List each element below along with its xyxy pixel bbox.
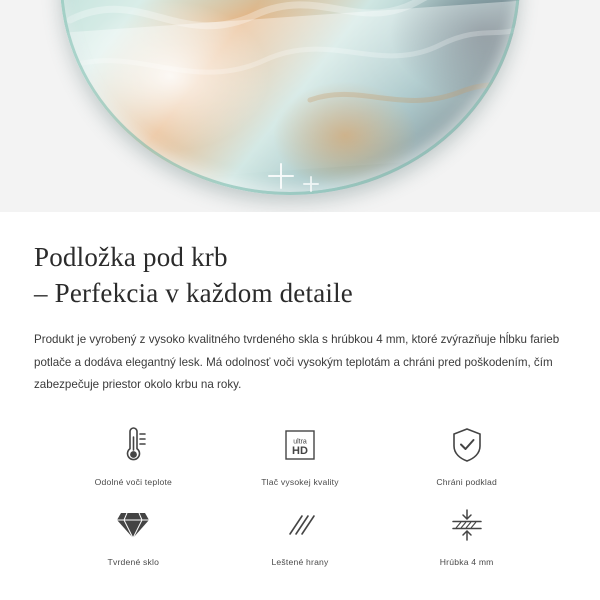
svg-text:ultra: ultra	[293, 438, 307, 446]
thermometer-icon	[116, 423, 150, 467]
diamond-icon	[113, 503, 153, 547]
content-area	[0, 240, 600, 567]
feature-item-surface-protection	[383, 423, 550, 487]
polished-edges-icon	[280, 503, 320, 547]
feature-label: Leštené hrany	[271, 557, 329, 568]
marble-vein-pattern	[60, 0, 520, 195]
shield-check-icon	[450, 423, 484, 467]
feature-item-print-quality	[217, 423, 384, 487]
feature-label: Tvrdené sklo	[107, 557, 160, 568]
page-title-line-1: Podložka pod krb	[34, 242, 228, 272]
feature-item-polished-edges	[217, 503, 384, 567]
thickness-icon	[447, 503, 487, 547]
feature-item-thickness	[383, 503, 550, 567]
page-title	[34, 240, 566, 311]
feature-label: Hrúbka 4 mm	[439, 557, 494, 568]
feature-item-heat-resistance	[50, 423, 217, 487]
feature-label: Odolné voči teplote	[94, 477, 173, 488]
feature-grid	[34, 423, 566, 567]
feature-label: Chráni podklad	[436, 477, 497, 488]
ultra-hd-icon	[280, 423, 320, 467]
svg-text:HD: HD	[292, 445, 308, 458]
glass-disc-product-photo	[60, 0, 520, 195]
page-title-line-2: – Perfekcia v každom detaile	[34, 277, 353, 308]
feature-item-tempered-glass	[50, 503, 217, 567]
product-description-text: Produkt je vyrobený z vysoko kvalitného tvrdeného skla s hrúbkou 4 mm, ktoré zvýrazňuje hĺbku farieb potlače a dodáva elegantný lesk. Má odolnosť voči vysokým teplotám a chráni pred poškodením, čím zabezpečuje priestor okolo krbu na roky.	[34, 333, 560, 392]
hero-image	[0, 0, 600, 212]
feature-label: Tlač vysokej kvality	[261, 477, 339, 488]
